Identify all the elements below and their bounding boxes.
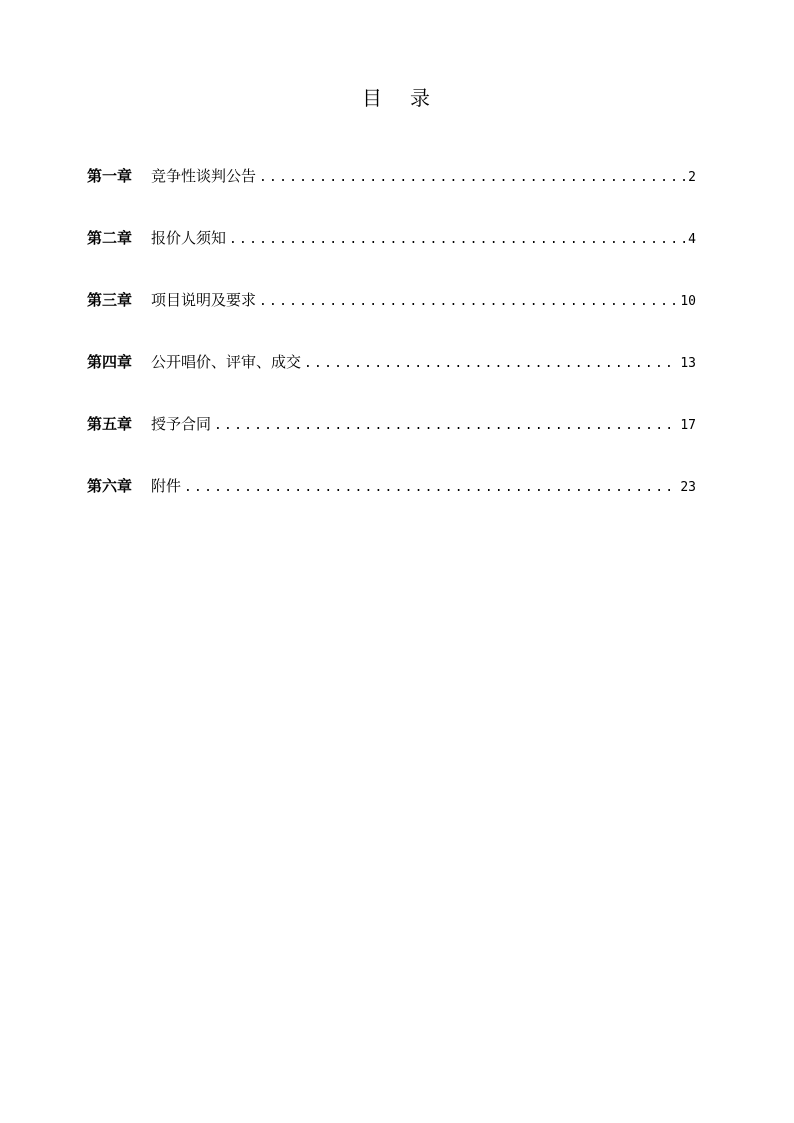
toc-entry-chapter-2[interactable] xyxy=(87,226,696,250)
toc-page-number: 10 xyxy=(680,294,696,309)
toc-dot-leader xyxy=(259,290,678,314)
toc-page-number: 4 xyxy=(688,232,696,247)
toc-entry-chapter-4[interactable] xyxy=(87,350,696,374)
toc-chapter-title: 竞争性谈判公告 xyxy=(151,167,257,185)
toc-chapter-number: 第四章 xyxy=(87,353,133,371)
toc-page-number: 23 xyxy=(680,480,696,495)
toc-page-number: 2 xyxy=(688,170,696,185)
toc-title xyxy=(0,84,794,112)
toc-page-number: 13 xyxy=(680,356,696,371)
toc-dot-leader xyxy=(184,476,678,500)
toc-chapter-number: 第一章 xyxy=(87,167,133,185)
toc-dot-leader xyxy=(229,228,686,252)
toc-entry-chapter-3[interactable] xyxy=(87,288,696,312)
toc-title-part1: 目 xyxy=(362,86,384,110)
toc-entry-chapter-5[interactable] xyxy=(87,412,696,436)
toc-chapter-title: 附件 xyxy=(151,477,182,495)
toc-dot-leader xyxy=(214,414,678,438)
toc-list xyxy=(87,164,696,536)
toc-chapter-number: 第三章 xyxy=(87,291,133,309)
toc-chapter-number: 第六章 xyxy=(87,477,133,495)
toc-chapter-number: 第五章 xyxy=(87,415,133,433)
toc-entry-chapter-1[interactable] xyxy=(87,164,696,188)
toc-chapter-title: 公开唱价、评审、成交 xyxy=(151,353,302,371)
toc-chapter-title: 授予合同 xyxy=(151,415,212,433)
toc-entry-chapter-6[interactable] xyxy=(87,474,696,498)
toc-dot-leader xyxy=(259,166,686,190)
toc-title-part2: 录 xyxy=(410,86,432,110)
toc-chapter-title: 报价人须知 xyxy=(151,229,227,247)
toc-chapter-title: 项目说明及要求 xyxy=(151,291,257,309)
toc-page-number: 17 xyxy=(680,418,696,433)
toc-chapter-number: 第二章 xyxy=(87,229,133,247)
toc-dot-leader xyxy=(304,352,678,376)
